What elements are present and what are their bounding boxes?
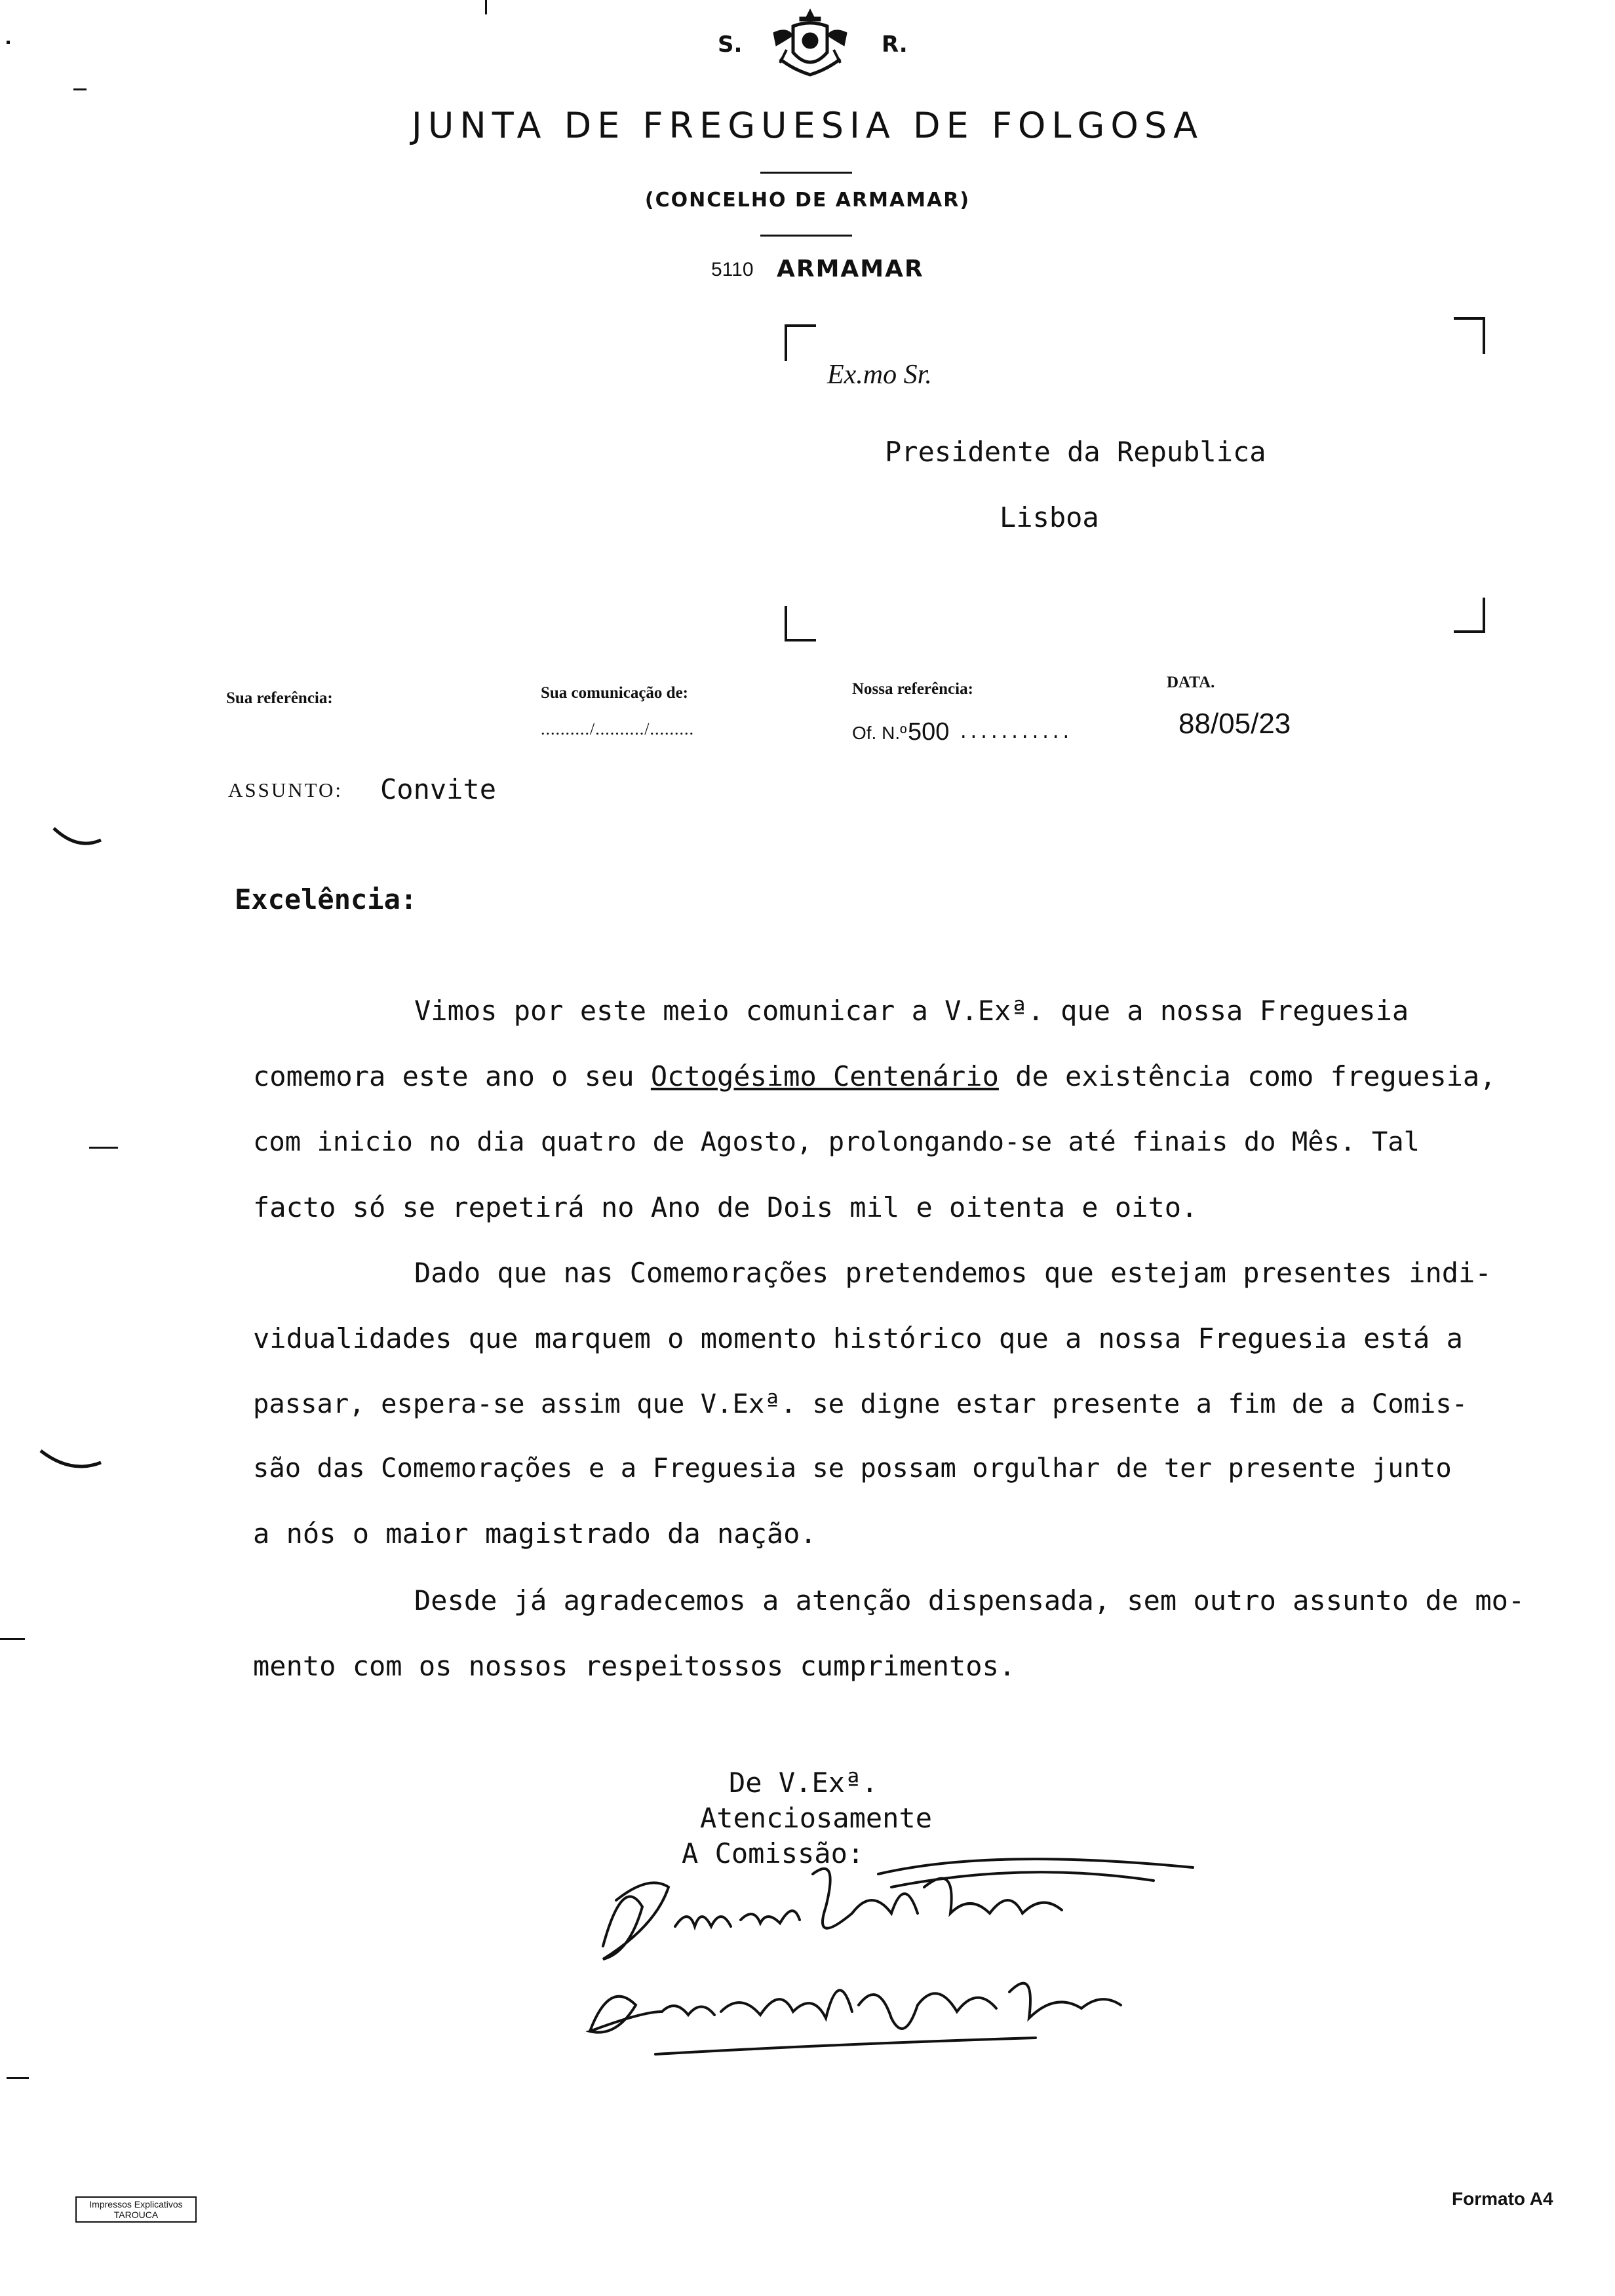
your-communication-value: ........../........../.........	[541, 719, 694, 738]
postal-city: ARMAMAR	[777, 256, 924, 282]
our-reference-fill: ...........	[958, 723, 1072, 742]
handwritten-signatures	[564, 1848, 1245, 2057]
closing-line: De V.Exª.	[729, 1767, 878, 1799]
closing-line: A Comissão:	[682, 1837, 865, 1869]
divider	[760, 172, 852, 174]
address-corner-mark	[1454, 598, 1485, 633]
address-corner-mark	[785, 606, 816, 641]
body-line: são das Comemorações e a Freguesia se possam orgulhar de ter presente junto	[253, 1452, 1452, 1483]
underlined-phrase: Octogésimo Centenário	[650, 1060, 999, 1092]
our-reference-prefix: Of. N.º	[852, 723, 907, 743]
address-corner-mark	[785, 324, 816, 361]
printer-city: TAROUCA	[113, 2210, 159, 2220]
margin-mark	[73, 88, 87, 90]
paper-format-label: Formato A4	[1452, 2189, 1553, 2209]
margin-mark	[89, 1147, 118, 1149]
body-text: de existência como freguesia,	[998, 1060, 1496, 1092]
date-value: 88/05/23	[1178, 708, 1291, 740]
body-text: comemora este ano o seu	[253, 1060, 651, 1092]
punch-mark	[51, 824, 104, 851]
margin-mark	[485, 0, 487, 14]
subject-value: Convite	[380, 773, 497, 805]
body-line: facto só se repetirá no Ano de Dois mil e oitenta e oito.	[253, 1191, 1198, 1223]
margin-mark	[7, 41, 10, 44]
addressee-salutation: Ex.mo Sr.	[827, 360, 932, 390]
addressee-name: Presidente da Republica	[885, 436, 1266, 468]
coat-of-arms-icon	[767, 7, 853, 80]
address-corner-mark	[1454, 317, 1485, 354]
body-line: passar, espera-se assim que V.Exª. se digne estar presente a fim de a Comis-	[253, 1388, 1468, 1419]
your-communication-label: Sua comunicação de:	[541, 684, 688, 702]
letterhead-r-letter: R.	[882, 31, 908, 58]
margin-mark	[7, 2077, 29, 2079]
letterhead-s-letter: S.	[718, 31, 743, 58]
closing-line: Atenciosamente	[700, 1802, 933, 1834]
punch-mark	[38, 1448, 104, 1474]
letter-salutation: Excelência:	[235, 883, 418, 915]
our-reference-number: 500	[908, 718, 950, 746]
printer-name: Impressos Explicativos	[89, 2199, 183, 2210]
body-line: Desde já agradecemos a atenção dispensada, sem outro assunto de mo-	[414, 1584, 1525, 1617]
body-line: vidualidades que marquem o momento histórico que a nossa Freguesia está a	[253, 1322, 1463, 1354]
postal-code: 5110	[711, 259, 754, 280]
addressee-city: Lisboa	[1000, 501, 1099, 533]
your-reference-label: Sua referência:	[226, 689, 333, 707]
printer-stamp	[75, 2196, 197, 2223]
our-reference-label: Nossa referência:	[852, 680, 973, 698]
subject-label: ASSUNTO:	[228, 778, 343, 801]
body-line: mento com os nossos respeitossos cumprimentos.	[253, 1650, 1016, 1682]
municipality-line: (CONCELHO DE ARMAMAR)	[644, 189, 971, 212]
body-line	[253, 1060, 1496, 1092]
date-label: DATA.	[1167, 674, 1215, 691]
body-line: Dado que nas Comemorações pretendemos que estejam presentes indi-	[414, 1257, 1492, 1289]
divider	[760, 235, 852, 237]
body-line: Vimos por este meio comunicar a V.Exª. que a nossa Freguesia	[414, 995, 1409, 1027]
organization-name: JUNTA DE FREGUESIA DE FOLGOSA	[411, 105, 1204, 146]
margin-mark	[0, 1638, 25, 1640]
body-line: a nós o maior magistrado da nação.	[253, 1518, 817, 1550]
body-line: com inicio no dia quatro de Agosto, prolongando-se até finais do Mês. Tal	[253, 1126, 1420, 1157]
